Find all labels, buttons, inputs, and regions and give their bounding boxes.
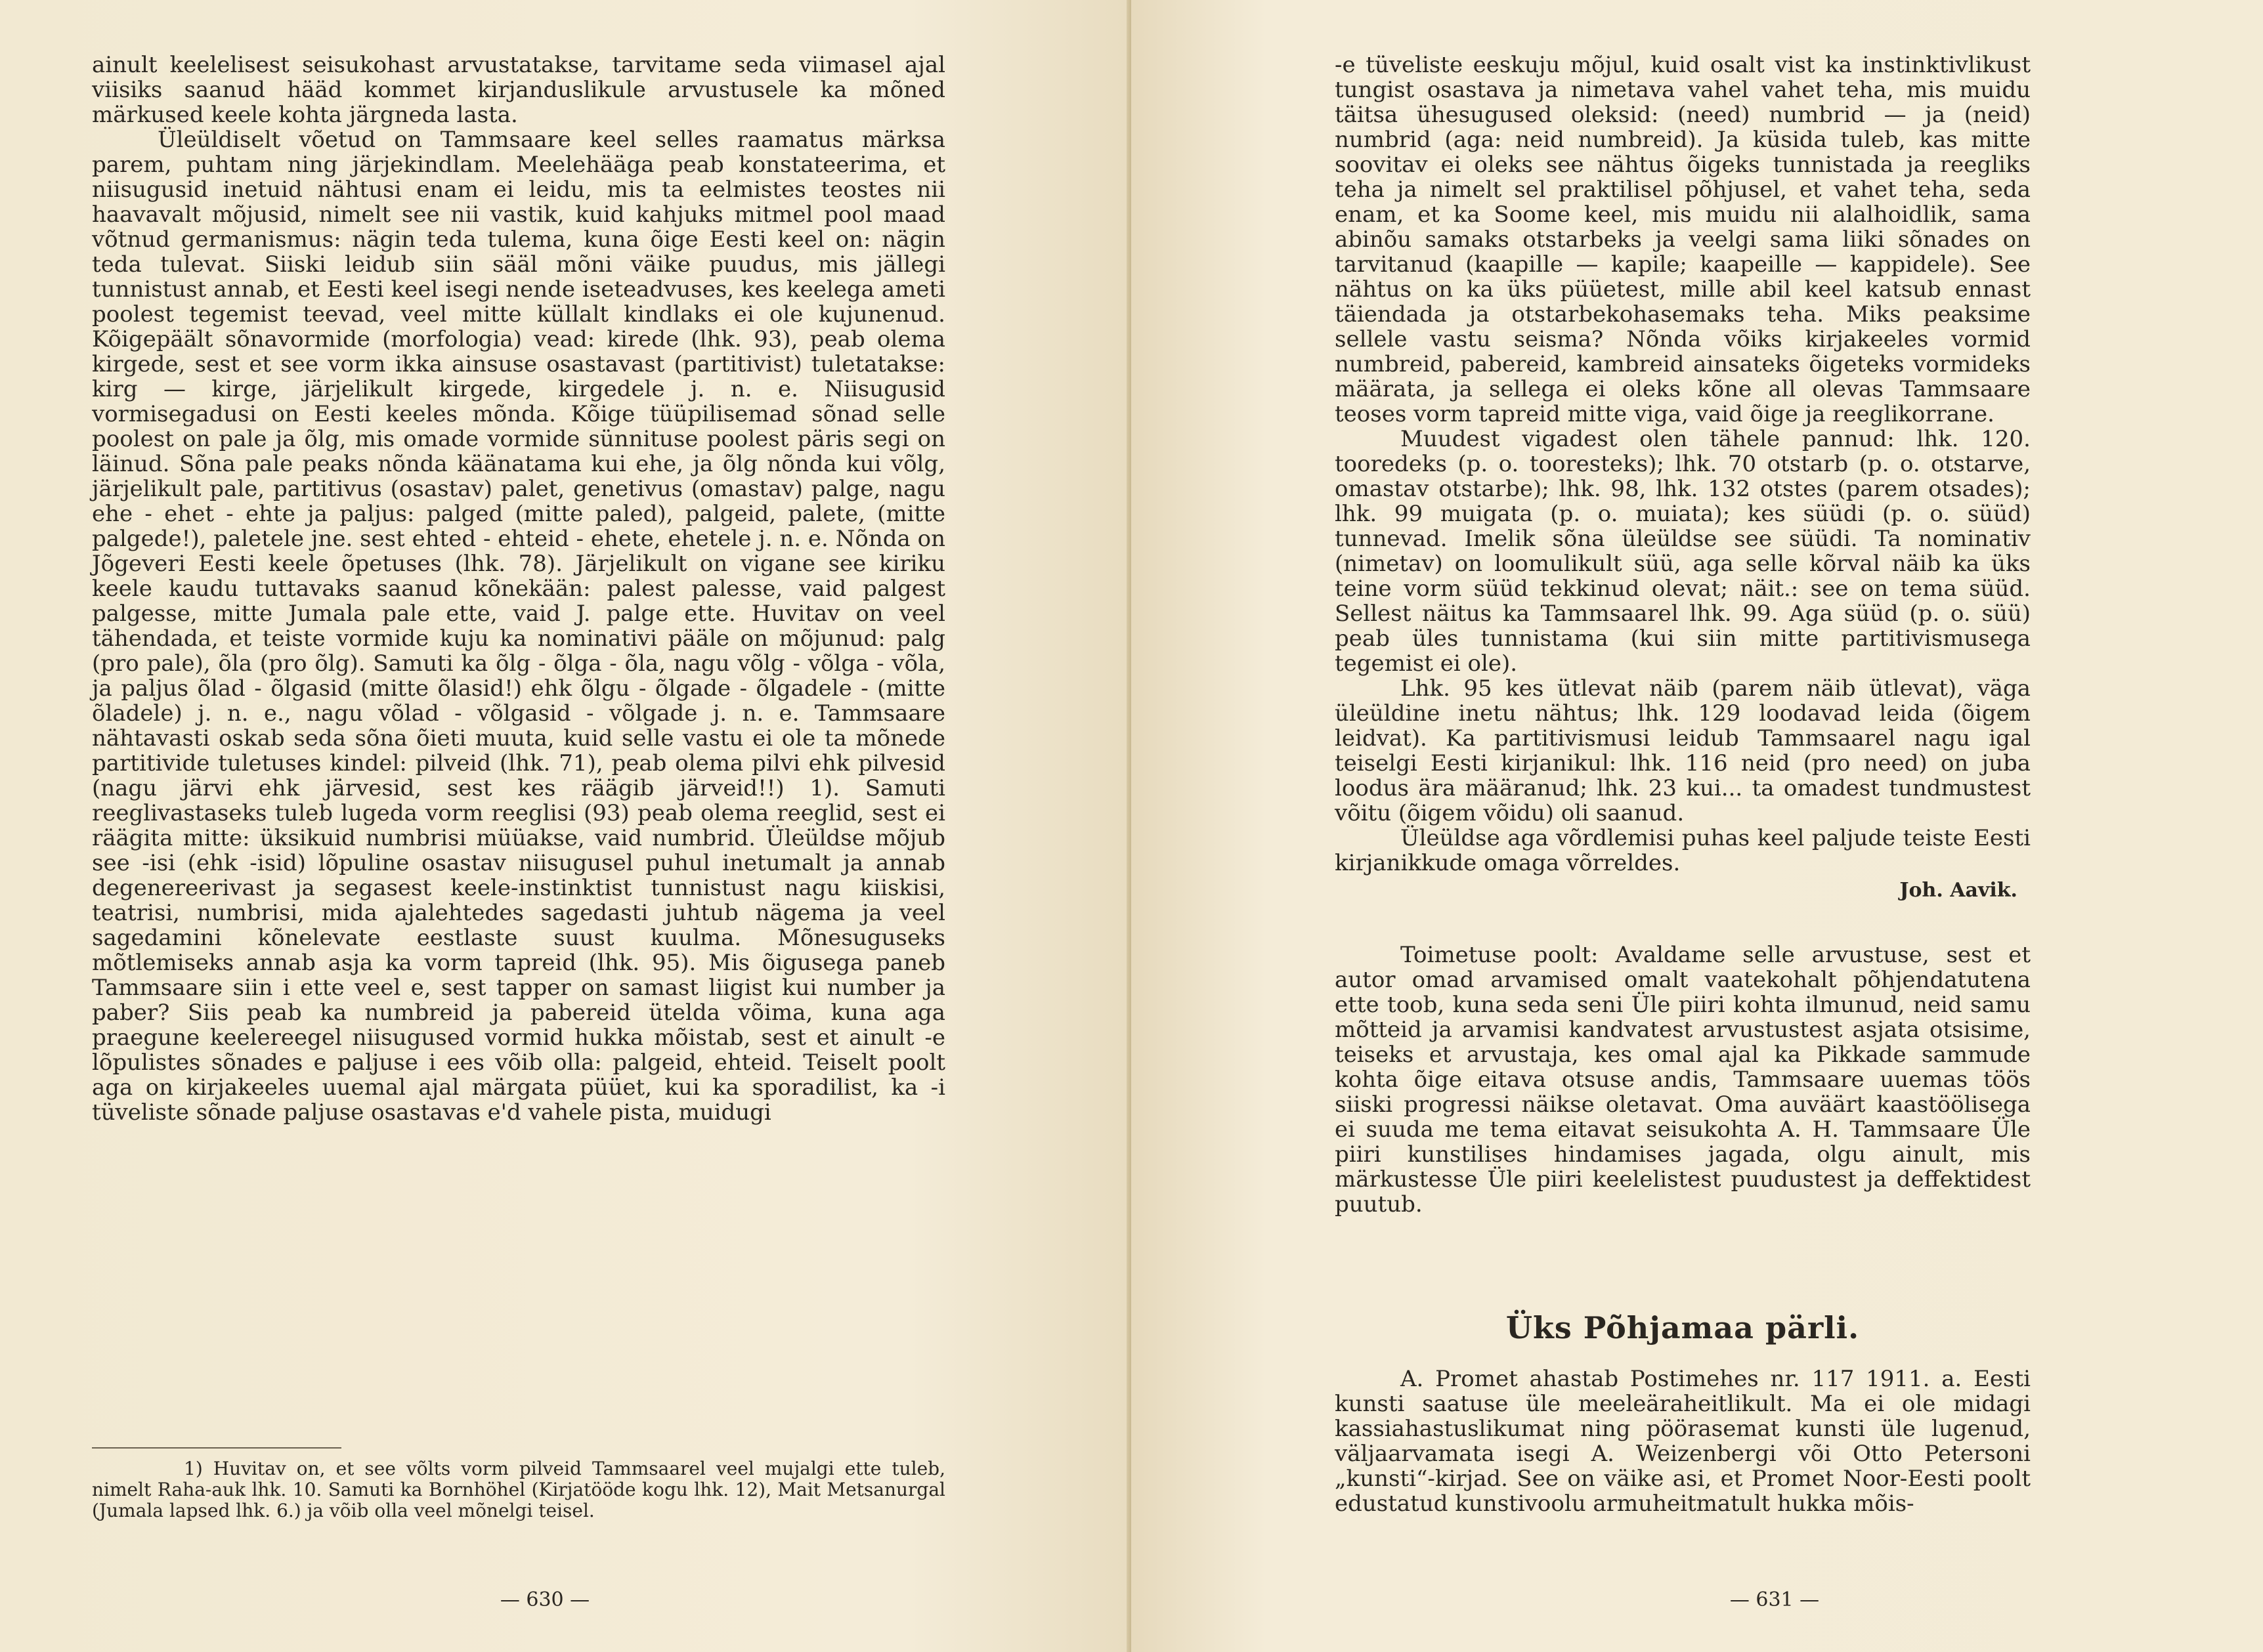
paragraph: ainult keelelisest seisukohast arvustatakse, tarvitame seda viimasel ajal viisiks saanud hääd kommet kirjanduslikule arvustusele ka mõned märkused keele kohta järgneda lasta. [92, 52, 945, 128]
right-text-column [1335, 53, 2031, 1516]
paragraph: -e tüveliste eeskuju mõjul, kuid osalt vist ka instinktivlikust tungist osastava ja nimetava vahel vahet teha, mis muidu täitsa ühesugused oleksid: (need) numbrid — ja (neid) numbrid (aga: neid numbreid). Ja küsida tuleb, kas mitte soovitav ei oleks see nähtus õigeks tunnistada ja reegliks teha ja nimelt sel praktilisel põhjusel, et vahet teha, seda enam, et ka Soome keel, mis muidu nii alalhoidlik, sama abinõu samaks otstarbeks ja veelgi sama liiki sõnades on tarvitanud (kaapille — kapile; kaapeille — kappidele). See nähtus on ka üks püüetest, mille abil keel katsub ennast täiendada ja otstarbekohasemaks teha. Miks peaksime sellele vastu seisma? Nõnda võiks kirjakeeles vormid numbreid, pabereid, kambreid ainsateks õigeteks vormideks määrata, ja sellega ei oleks kõne all olevas Tammsaare teoses vorm tapreid mitte viga, vaid õige ja reeglikorrane. [1335, 52, 2031, 427]
editor-note: Toimetuse poolt: Avaldame selle arvustuse, sest et autor omad arvamised omalt vaatekohalt põhjendatutena ette toob, kuna seda seni Üle piiri kohta ilmunud, neid samu mõtteid ja arvamisi kandvatest arvustustest asjata otsisime, teiseks et arvustaja, kes omal ajal ka Pikkade sammude kohta õige eitava otsuse andis, Tammsaare uuemas töös siiski progressi näikse oletavat. Oma auväärt kaastöölisega ei suuda me tema eitavat seisukohta A. H. Tammsaare Üle piiri kunstilises hindamises jagada, olgu ainult, mis märkustesse Üle piiri keelelistest puudustest ja deffektidest puutub. [1335, 942, 2031, 1218]
paragraph: Üleüldse aga võrdlemisi puhas keel paljude teiste Eesti kirjanikkude omaga võrreldes. [1335, 825, 2031, 876]
page-number: — 631 — [1729, 1588, 1820, 1611]
author-signature: Joh. Aavik. [1899, 879, 2017, 902]
left-page [0, 0, 1131, 1652]
footnote-divider [92, 1447, 341, 1449]
paragraph: Lhk. 95 kes ütlevat näib (parem näib ütlevat), väga üleüldine inetu nähtus; lhk. 129 loodavad leida (õigem leidvat). Ka partitivismusi leidub Tammsaarel nagu igal teiselgi Eesti kirjanikul: lhk. 116 neid (pro need) on juba loodus ära määranud; lhk. 23 kui... ta omadest tundmustest võitu (õigem võidu) oli saanud. [1335, 675, 2031, 826]
footnotes [92, 1458, 945, 1521]
paragraph: Üleüldiselt võetud on Tammsaare keel selles raamatus märksa parem, puhtam ning järjekindlam. Meelehääga peab konstateerima, et niisugusid inetuid nähtusi enam ei leidu, mis ta eelmistes teostes nii haavavalt mõjusid, nimelt see nii vastik, kuid kahjuks mitmel pool maad võtnud germanismus: nägin teda tulema, kuna õige Eesti keel on: nägin teda tulevat. Siiski leidub siin sääl mõni väike puudus, mis jällegi tunnistust annab, et Eesti keel isegi nende iseteadvuses, kes keelega ameti poolest tegemist teevad, veel mitte küllalt kindlaks ei ole kujunenud. Kõigepäält sõnavormide (morfologia) vead: kirede (lhk. 93), peab olema kirgede, sest et see vorm ikka ainsuse osastavast (partitivist) tuletatakse: kirg — kirge, järjelikult kirgede, kirgedele j. n. e. Niisugusid vormisegadusi on Eesti keeles mõnda. Kõige tüüpilisemad sõnad selle poolest on pale ja õlg, mis omade vormide sünnituse poolest päris segi on läinud. Sõna pale peaks nõnda käänatama kui ehe, ja õlg nõnda kui võlg, järjelikult pale, partitivus (osastav) palet, genetivus (omastav) palge, nagu ehe - ehet - ehte ja paljus: palged (mitte paled), palgeid, palete, (mitte palgede!), paletele jne. sest ehted - ehteid - ehete, ehetele j. n. e. Nõnda on Jõgeveri Eesti keele õpetuses (lhk. 78). Järjelikult on vigane see kiriku keele kaudu tuttavaks saanud kõnekään: palest palesse, vaid palgest palgesse, mitte Jumala pale ette, vaid J. palge ette. Huvitav on veel tähendada, et teiste vormide kuju ka nominativi pääle on mõjunud: palg (pro pale), õla (pro õlg). Samuti ka õlg - õlga - õla, nagu võlg - võlga - võla, ja paljus õlad - õlgasid (mitte õlasid!) ehk õlgu - õlgade - õlgadele - (mitte õladele) j. n. e., nagu võlad - võlgasid - võlgade j. n. e. Tammsaare nähtavasti oskab seda sõna õieti muuta, kuid selle vastu ei ole ta mõnede partitivide tuletuses kindel: pilveid (lhk. 71), peab olema pilvi ehk pilvesid (nagu järvi ehk järvesid, sest kes räägib järveid!!) 1). Samuti reeglivastaseks tuleb lugeda vorm reeglisi (93) peab olema reeglid, sest ei räägita mitte: üksikuid numbrisi müüakse, vaid numbrid. Üleüldse mõjub see -isi (ehk -isid) lõpuline osastav niisugusel puhul inetumalt ja annab degenereerivast ja segasest keele-instinktist tunnistust nagu kiiskisi, teatrisi, numbrisi, mida ajalehtedes sagedasti juhtub nägema ja veel sagedamini kõnelevate eestlaste suust kuulma. Mõnesuguseks mõtlemiseks annab asja ka vorm tapreid (lhk. 95). Mis õigusega paneb Tammsaare siin i ette veel e, sest tapper on samast liigist kui number ja paber? Siis peab ka numbreid ja pabereid ütelda võima, kuna aga praegune keelereegel niisugused vormid hukka mõistab, sest et ainult -e lõpulistes sõnades e paljuse i ees võib olla: palgeid, ehteid. Teiselt poolt aga on kirjakeeles uuemal ajal märgata püüet, kui ka sporadilist, ka -i tüveliste sõnade paljuse osastavas e'd vahele pista, muidugi [92, 127, 945, 1126]
left-text-column [92, 53, 945, 1125]
footnote: 1) Huvitav on, et see võlts vorm pilveid Tammsaarel veel mujalgi ette tuleb, nimelt Raha-auk lhk. 10. Samuti ka Bornhöhel (Kirjatööde kogu lhk. 12), Mait Metsanurgal (Jumala lapsed lhk. 6.) ja võib olla veel mõnelgi teisel. [92, 1458, 945, 1521]
article-heading: Üks Põhjamaa pärli. [1505, 1310, 1860, 1345]
paragraph: Muudest vigadest olen tähele pannud: lhk. 120. tooredeks (p. o. tooresteks); lhk. 70 otstarb (p. o. otstarve, omastav otstarbe); lhk. 98, lhk. 132 otstes (parem otsades); lhk. 99 muigata (p. o. muiata); kes süüdi (p. o. süüd) tunnevad. Imelik sõna üleüldse see süüdi. Ta nominativ (nimetav) on loomulikult süü, aga selle kõrval näib ka üks teine vorm süüd tekkinud olevat; näit.: see on tema süüd. Sellest näitus ka Tammsaarel lhk. 99. Aga süüd (p. o. süü) peab üles tunnistama (kui siin mitte partitivismusega tegemist ei ole). [1335, 426, 2031, 677]
page-number: — 630 — [500, 1588, 590, 1611]
article-paragraph: A. Promet ahastab Postimehes nr. 117 1911. a. Eesti kunsti saatuse üle meeleäraheitlikult. Ma ei ole midagi kassiahastuslikumat ning pöörasemat kunsti üle lugenud, väljaarvamata isegi A. Weizenbergi või Otto Petersoni „kunsti“-kirjad. See on väike asi, et Promet Noor-Eesti poolt edustatud kunstivoolu armuheitmatult hukka mõis- [1335, 1366, 2031, 1517]
right-page [1131, 0, 2263, 1652]
